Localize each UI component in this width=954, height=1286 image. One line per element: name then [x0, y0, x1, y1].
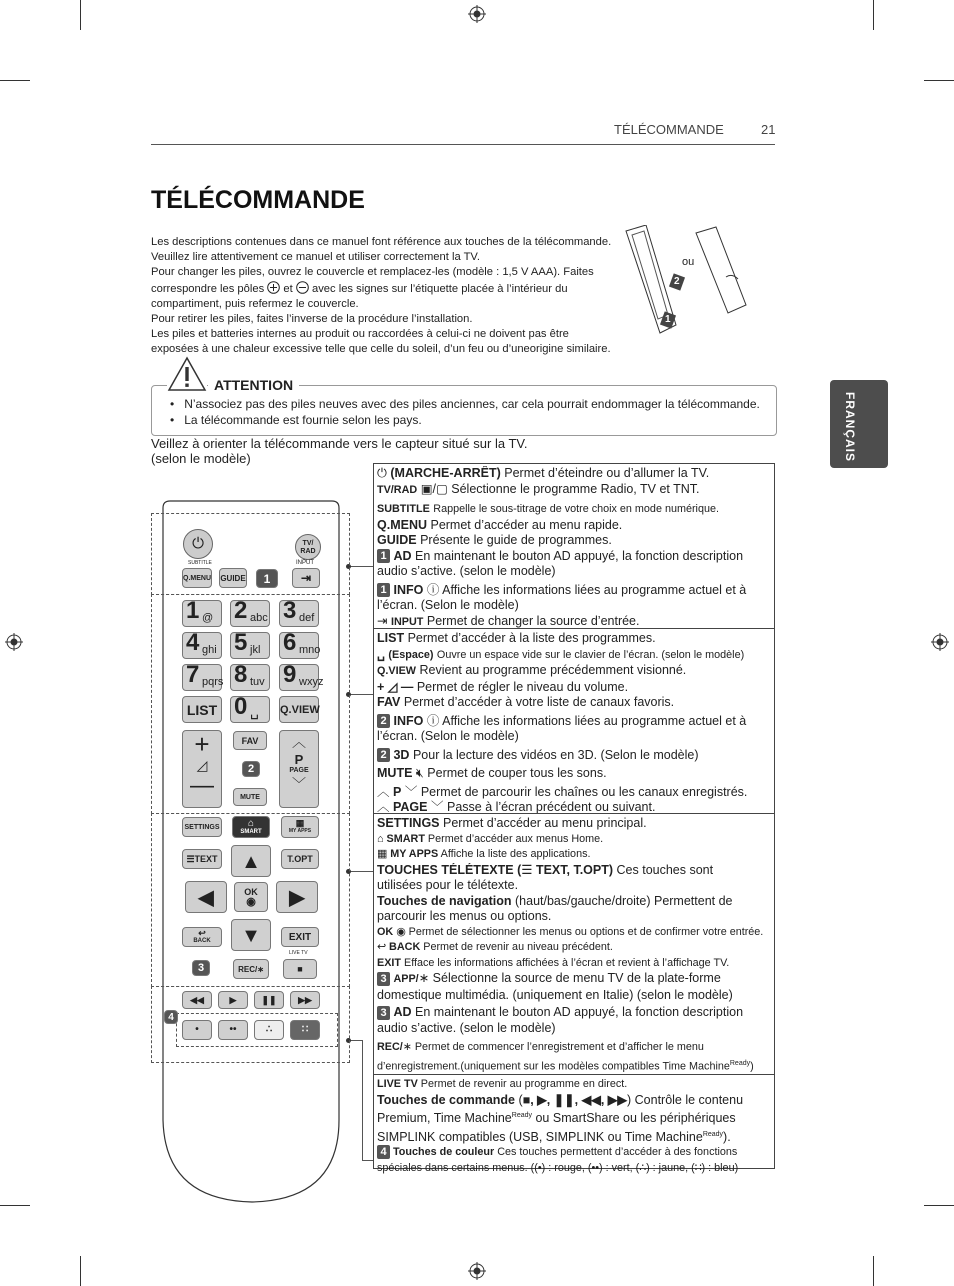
- connector-line: [362, 1160, 373, 1161]
- chevron-up-icon: ︿: [377, 784, 390, 799]
- red-key-icon: (•): [534, 1161, 546, 1174]
- attention-title: ATTENTION: [208, 377, 299, 393]
- triangle-up-icon: ▲: [241, 851, 261, 873]
- nav-down-button[interactable]: [231, 919, 271, 951]
- or-label: ou: [682, 256, 695, 268]
- red-key-icon: •: [195, 1024, 199, 1035]
- nav-up-button[interactable]: [231, 845, 271, 877]
- yellow-key-icon: (∴): [635, 1161, 650, 1174]
- asterisk-icon: ∗: [402, 1041, 412, 1053]
- triangle-left-icon: ◀: [198, 887, 214, 909]
- rewind-icon: ◀◀: [190, 995, 204, 1005]
- chevron-down-icon: ﹀: [404, 784, 418, 799]
- teletext-icon: ☰: [186, 854, 195, 864]
- ok-circle-icon: ◉: [396, 925, 406, 938]
- mute-button[interactable]: MUTE: [233, 788, 267, 806]
- crop-mark: [0, 80, 30, 81]
- chevron-down-icon: ﹀: [430, 800, 444, 814]
- connector-line: [348, 566, 373, 567]
- info-icon: ⓘ: [426, 582, 440, 597]
- digit-9-button[interactable]: [279, 661, 324, 691]
- registration-mark-icon: [468, 5, 486, 23]
- ok-circle-icon: ◉: [246, 896, 256, 908]
- input-icon: ⇥: [377, 613, 388, 628]
- digit-label: 6: [283, 629, 297, 656]
- letters-label: ghi: [202, 644, 217, 656]
- digit-1-button[interactable]: [182, 597, 222, 627]
- plus-pole-icon: [267, 281, 280, 294]
- registration-mark-icon: [468, 1262, 486, 1280]
- info-button-2[interactable]: 2: [242, 761, 260, 777]
- space-icon: ␣: [377, 646, 385, 661]
- back-button[interactable]: ↩ BACK: [182, 927, 222, 947]
- playback-icons: ■, ▶, ❚❚, ◀◀, ▶▶: [522, 1092, 627, 1107]
- power-button[interactable]: ⏻: [183, 529, 213, 559]
- pause-icon: ❚❚: [261, 995, 277, 1005]
- live-tv-button[interactable]: [283, 959, 317, 979]
- tv-radio-icon: ▣/▢: [420, 481, 448, 496]
- ok-button[interactable]: OK ◉: [234, 882, 268, 912]
- step-1-label: 1: [665, 314, 671, 325]
- fast-forward-icon: ▶▶: [298, 995, 312, 1005]
- asterisk-icon: ∗: [257, 965, 264, 974]
- description-box-4: LIVE TV Permet de revenir au programme en direct. Touches de commande (■, ▶, ❚❚, ◀◀, ▶▶) Contrôle le contenu Premium, Time Machine$^{Ready}$ ou SmartShare ou les périphériques SIMPLINK compatibles (USB, SIMPLINK ou Time Machine$^{Ready}$). 4 Touches de couleur Ces touches permettent d’accéder à des fonctions spéciales dans certains menus. ((•) : rouge, (••) : vert, (∴) : jaune, (∷) : bleu): [373, 1074, 775, 1169]
- registration-mark-icon: [931, 633, 949, 651]
- nav-left-button[interactable]: [185, 881, 227, 913]
- color-keys-marker-4: 4: [164, 1010, 178, 1024]
- blue-key-button[interactable]: [290, 1020, 320, 1040]
- digit-label: 2: [234, 597, 248, 624]
- crop-mark: [80, 1256, 81, 1286]
- crop-mark: [924, 80, 954, 81]
- ad-button-1[interactable]: 1: [256, 569, 278, 588]
- rewind-button[interactable]: [182, 991, 212, 1009]
- channel-rocker[interactable]: ︿ P PAGE ﹀: [279, 730, 319, 808]
- description-box-2: LIST Permet d’accéder à la liste des programmes. ␣ (Espace) Ouvre un espace vide sur le clavier de l’écran. (selon le modèle) Q.VIEW Revient au programme précédemment visionné. + ◿ — Permet de régler le niveau du volume. FAV Permet d’accéder à votre liste de canaux favoris. 2 INFO ⓘ Affiche les informations liées au programme actuel et à l’écran. (Selon le modèle) 2 3D Pour la lecture des vidéos en 3D. (Selon le modèle) MUTE 🔇︎ Permet de couper tous les sons. ︿ P ﹀ Permet de parcourir les chaînes ou les canaux enregistrés. ︿ PAGE ﹀ Passe à l’écran précédent ou suivant.: [373, 628, 775, 814]
- digit-6-button[interactable]: [279, 629, 321, 659]
- home-icon: ⌂: [377, 832, 384, 845]
- intro-text: Les descriptions contenues dans ce manuel font référence aux touches de la télécommande. Veuillez lire attentivement ce manuel et utiliser correctement la TV. Pour changer les piles, ouvrez le couvercle et remplacez-les (modèle : 1,5 V AAA). Faites correspondre les pôles et avec les signes sur l’étiquette placée à l’intérieur du compartiment, puis refermez le couvercle. Pour retirer les piles, faites l’inverse de la procédure l’installation. Les piles et batteries internes au produit ou raccordées à celui-ci ne doivent pas être exposées à une chaleur excessive telle que celle du soleil, d’un feu ou d’uneorigine similaire.: [151, 236, 612, 356]
- blue-key-icon: ∷: [301, 1024, 309, 1035]
- play-icon: ▶: [229, 995, 237, 1005]
- digit-label: 5: [234, 629, 248, 656]
- step-2-label: 2: [674, 276, 680, 287]
- smart-button[interactable]: ⌂ SMART: [232, 816, 270, 838]
- guide-button[interactable]: GUIDE: [219, 568, 247, 588]
- digit-label: 9: [283, 661, 297, 688]
- exit-button[interactable]: EXIT: [281, 927, 319, 947]
- green-key-icon: (••): [587, 1161, 603, 1174]
- input-label: INPUT: [296, 560, 314, 566]
- digit-3-button[interactable]: [279, 597, 319, 627]
- description-box-3: SETTINGS Permet d’accéder au menu principal. ⌂ SMART Permet d’accéder aux menus Home. ▦ MY APPS Affiche la liste des applications. TOUCHES TÉLÉTEXTE (☰ TEXT, T.OPT) Ces touches sont utilisées pour le télétexte. Touches de navigation (haut/bas/gauche/droite) Permettent de parcourir les menus ou options. OK ◉ Permet de sélectionner les menus ou options et de confirmer votre entrée. ↩ BACK Permet de revenir au niveau précédent. EXIT Efface les informations affichées à l’écran et revient à l’affichage TV. 3 APP/∗ Sélectionne la source de menu TV de la plate-forme domestique multimédia. (uniquement en Italie) (selon le modèle) 3 AD En maintenant le bouton AD appuyé, la fonction description audio s’active. (selon le modèle) REC/∗ Permet de commencer l’enregistrement et d’afficher le menu d’enregistrement.(uniquement sur les modèles compatibles Time Machine$^{Ready}$): [373, 813, 775, 1075]
- digit-0-button[interactable]: 0 ␣: [230, 696, 270, 723]
- connector-line: [348, 694, 373, 695]
- apps-grid-icon: ▦: [377, 848, 388, 860]
- digit-8-button[interactable]: [230, 661, 270, 691]
- app-button-3[interactable]: 3: [192, 960, 210, 976]
- rec-button[interactable]: REC/∗: [233, 959, 269, 979]
- digit-label: 8: [234, 661, 248, 688]
- letters-label: jkl: [250, 644, 261, 656]
- registration-mark-icon: [5, 633, 23, 651]
- running-header: TÉLÉCOMMANDE: [614, 122, 724, 137]
- digit-5-button[interactable]: [230, 629, 270, 659]
- input-button[interactable]: [292, 568, 320, 588]
- fast-forward-button[interactable]: [290, 991, 320, 1009]
- yellow-key-icon: ∴: [265, 1024, 273, 1035]
- attention-item: • La télécommande est fournie selon les pays.: [170, 413, 760, 429]
- yellow-key-button[interactable]: [254, 1020, 284, 1040]
- power-icon: ⏻: [377, 466, 387, 480]
- back-arrow-icon: ↩: [198, 928, 206, 938]
- language-tab: FRANÇAIS: [830, 380, 888, 468]
- my-apps-button[interactable]: ▦ MY APPS: [281, 816, 319, 838]
- page-number: 21: [761, 122, 776, 137]
- blue-key-icon: (∷): [691, 1161, 706, 1174]
- letters-label: def: [299, 612, 315, 624]
- orientation-note: Veillez à orienter la télécommande vers le capteur situé sur la TV. (selon le modèle): [151, 436, 528, 466]
- crop-mark: [80, 0, 81, 30]
- pause-button[interactable]: [254, 991, 284, 1009]
- letters-label: abc: [250, 612, 268, 624]
- tv-rad-button[interactable]: TV/ RAD: [295, 534, 321, 560]
- letters-label: @: [202, 612, 214, 624]
- chevron-down-icon: ﹀: [292, 776, 306, 792]
- subtitle-label: SUBTITLE: [188, 560, 212, 566]
- asterisk-icon: ∗: [418, 971, 430, 985]
- group-top-dashed: [151, 513, 350, 595]
- digit-4-button[interactable]: [182, 629, 222, 659]
- triangle-down-icon: ▼: [241, 925, 261, 947]
- crop-mark: [0, 1205, 30, 1206]
- chevron-up-icon: ︿: [292, 734, 306, 750]
- letters-label: wxyz: [299, 676, 324, 688]
- list-button[interactable]: LIST: [182, 696, 222, 723]
- header-rule: [151, 144, 775, 145]
- stop-icon: ■: [297, 964, 303, 974]
- letters-label: mno: [299, 644, 321, 656]
- green-key-button[interactable]: [218, 1020, 248, 1040]
- digit-label: 3: [283, 597, 297, 624]
- back-arrow-icon: ↩: [377, 941, 387, 953]
- battery-compartment-illustration: [618, 225, 758, 335]
- apps-grid-icon: ▦: [295, 818, 305, 828]
- 3d-icon: 3D: [393, 747, 410, 762]
- mute-icon: 🔇︎: [415, 766, 424, 780]
- t-opt-button[interactable]: T.OPT: [281, 849, 319, 869]
- warning-icon: [167, 356, 207, 392]
- teletext-icon: ☰: [521, 862, 533, 877]
- digit-label: 4: [186, 629, 200, 656]
- digit-label: 1: [186, 597, 200, 624]
- crop-mark: [924, 1205, 954, 1206]
- digit-7-button[interactable]: [182, 661, 224, 691]
- home-icon: ⌂: [247, 818, 255, 829]
- nav-right-button[interactable]: [276, 881, 318, 913]
- letters-label: pqrs: [202, 676, 224, 688]
- connector-line: [362, 1040, 363, 1160]
- chevron-up-icon: ︿: [377, 800, 390, 814]
- crop-mark: [873, 0, 874, 30]
- volume-icon: + ◿ —: [377, 679, 414, 694]
- input-icon: ⇥: [300, 571, 312, 585]
- settings-button[interactable]: SETTINGS: [182, 817, 222, 837]
- qmenu-button[interactable]: Q.MENU: [182, 568, 212, 588]
- minus-pole-icon: [296, 281, 309, 294]
- play-button[interactable]: [218, 991, 248, 1009]
- volume-rocker[interactable]: + ◿ —: [182, 730, 222, 808]
- page-title: TÉLÉCOMMANDE: [151, 186, 365, 214]
- triangle-right-icon: ▶: [289, 887, 305, 909]
- digit-label: 7: [186, 661, 200, 688]
- live-tv-label: LIVE TV: [289, 950, 308, 956]
- red-key-button[interactable]: [182, 1020, 212, 1040]
- letters-label: tuv: [250, 676, 265, 688]
- text-button[interactable]: ☰TEXT: [182, 849, 222, 869]
- crop-mark: [873, 1256, 874, 1286]
- info-icon: ⓘ: [426, 713, 440, 728]
- green-key-icon: ••: [229, 1024, 237, 1035]
- qview-button[interactable]: Q.VIEW: [279, 696, 319, 723]
- description-box-1: ⏻ (MARCHE-ARRÊT) Permet d’éteindre ou d’allumer la TV. TV/RAD ▣/▢ Sélectionne le programme Radio, TV et TNT. SUBTITLE Rappelle le sous-titrage de votre choix en mode numérique. Q.MENU Permet d’accéder au menu rapide. GUIDE Présente le guide de programmes. 1 AD En maintenant le bouton AD appuyé, la fonction description audio s’active. (selon le modèle) 1 INFO ⓘ Affiche les informations liées au programme actuel et à l’écran. (Selon le modèle) ⇥ INPUT Permet de changer la source d’entrée.: [373, 463, 775, 629]
- digit-2-button[interactable]: [230, 597, 270, 627]
- connector-line: [348, 871, 373, 872]
- attention-item: • N’associez pas des piles neuves avec des piles anciennes, car cela pourrait endommager la télécommande.: [170, 397, 760, 413]
- fav-button[interactable]: FAV: [233, 731, 267, 750]
